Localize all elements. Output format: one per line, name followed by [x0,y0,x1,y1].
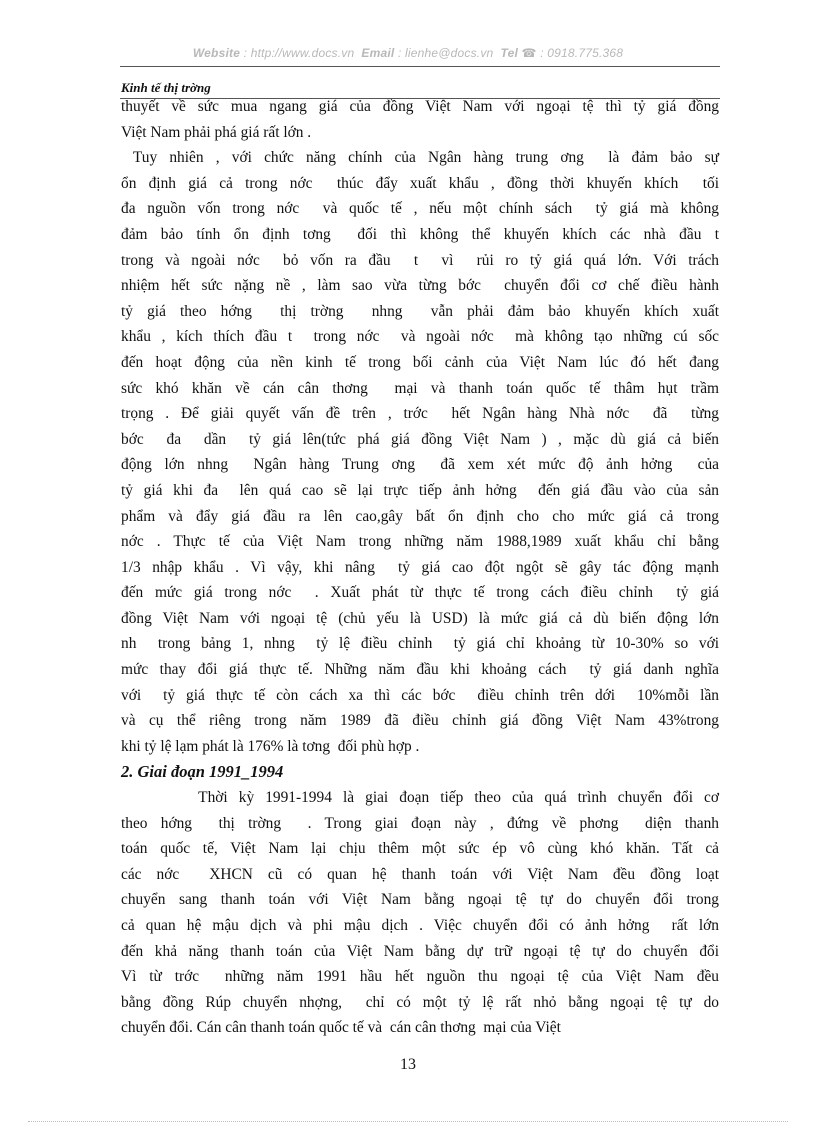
text-line: cả quan hệ mậu dịch và phi mậu dịch . Việc chuyển đổi có ảnh hởng rất lớn [121,917,719,934]
text-line: khẩu , kích thích đầu t trong nớc và ngoài nớc mà không tạo những cú sốc [121,328,719,346]
text-line: và cụ thể riêng trong năm 1989 đã điều chỉnh giá đồng Việt Nam 43%trong [121,712,719,730]
text-line: khi tỷ lệ lạm phát là 176% là tơng đối phù hợp . [121,737,420,755]
text-line: thuyết về sức mua ngang giá của đồng Việt Nam với ngoại tệ thì tỷ giá đồng [121,98,719,115]
text-line: động lớn nhng Ngân hàng Trung ơng đã xem xét mức độ ảnh hởng của [121,456,719,474]
text-line: nhiệm hết sức nặng nề , làm sao vừa từng bớc chuyển đổi cơ chế điều hành [121,277,719,295]
text-line: đến hoạt động của nền kinh tế trong bối cảnh của Việt Nam lúc đó hết đang [121,353,719,371]
text-line: tỷ giá khi đa lên quá cao sẽ lại trực tiếp ảnh hởng đến giá đầu vào của sản [121,481,719,499]
website-label: Website [192,46,241,60]
text-line: với tỷ giá thực tế còn cách xa thì các bớc điều chỉnh trên dới 10%mỗi lần [121,686,719,704]
running-head: Kinh tế thị trờng [121,80,211,95]
text-line: đến mức giá trong nớc . Xuất phát từ thực tế trong cách điều chỉnh tỷ giá [121,584,719,602]
page-number: 13 [400,1056,416,1073]
footer-dotted-rule [28,1121,788,1122]
text-line: phẩm và đẩy giá đầu ra lên cao,gây bất ổn định cho cho mức giá cả trong [121,507,719,525]
text-line: 1/3 nhập khẩu . Vì vậy, khi nâng tỷ giá cao đột ngột sẽ gây tác động mạnh [121,558,719,576]
text-line: đa nguồn vốn trong nớc và quốc tế , nếu một chính sách tỷ giá mà không [121,200,719,218]
header-rule [120,66,720,67]
text-line: trong và ngoài nớc bỏ vốn ra đầu t vì rủi ro tỷ giá quá lớn. Với trách [121,251,719,269]
text-line: đảm bảo tính ổn định tơng đối thì không thể khuyến khích các nhà đầu t [121,225,719,243]
text-line: Việt Nam phải phá giá rất lớn . [121,123,312,141]
tel-label: Tel [500,46,518,60]
email-label: Email [361,46,395,60]
text-line: Vì từ trớc những năm 1991 hầu hết nguồn thu ngoại tệ của Việt Nam đều [121,968,719,986]
text-line: toán quốc tế, Việt Nam lại chịu thêm một sức ép vô cùng khó khăn. Tất cả [121,840,719,858]
text-line: chuyển đổi. Cán cân thanh toán quốc tế và cán cân thơng mại của Việt [121,1019,561,1037]
text-line: Thời kỳ 1991-1994 là giai đoạn tiếp theo của quá trình chuyển đổi cơ [121,789,719,807]
text-line: sức khó khăn về cán cân thơng mại và thanh toán quốc tế thâm hụt trầm [121,379,719,397]
text-line: bằng đồng Rúp chuyển nhợng, chỉ có một tỷ lệ rất nhỏ bằng ngoại tệ tự do [121,993,719,1011]
text-line: mức thay đổi giá thực tế. Những năm đầu khi khoảng cách tỷ giá danh nghĩa [121,661,719,679]
text-line: theo hớng thị trờng . Trong giai đoạn này , đứng về phơng diện thanh [121,814,719,832]
text-line: ổn định giá cả trong nớc thúc đẩy xuất khẩu , đồng thời khuyến khích tối [121,174,719,192]
paragraph [121,785,719,1041]
text-line: chuyển sang thanh toán với Việt Nam bằng ngoại tệ tự do chuyển đổi trong [121,891,719,909]
email-value: : lienhe@docs.vn [397,46,494,60]
text-line: đồng Việt Nam với ngoại tệ (chủ yếu là USD) là mức giá cả dù biến động lớn [121,609,719,627]
text-line: nớc . Thực tế của Việt Nam trong những năm 1988,1989 xuất khẩu chỉ bằng [121,533,719,551]
text-line: các nớc XHCN cũ có quan hệ thanh toán với Việt Nam đều đồng loạt [121,865,719,883]
text-line: tỷ giá theo hớng thị trờng nhng vẫn phải đảm bảo khuyến khích xuất [121,302,719,320]
tel-value: ☎ : 0918.775.368 [521,46,624,60]
text-line: đến khả năng thanh toán của Việt Nam bằng dự trữ ngoại tệ tự do chuyển đổi [121,942,719,960]
website-value: : http://www.docs.vn [243,46,355,60]
site-header [0,46,816,60]
section-heading: 2. Giai đoạn 1991_1994 [121,762,284,782]
text-line: nh trong bảng 1, nhng tỷ lệ điều chỉnh tỷ giá chỉ khoảng từ 10-30% so với [121,635,719,653]
text-line: bớc đa dần tỷ giá lên(tức phá giá đồng Việt Nam ) , mặc dù giá cả biến [121,430,719,448]
paragraph [121,145,719,759]
document-body [121,94,719,1041]
text-line: Tuy nhiên , với chức năng chính của Ngân hàng trung ơng là đảm bảo sự [121,149,719,167]
text-line: trọng . Để giải quyết vấn đề trên , trớc hết Ngân hàng Nhà nớc đã từng [121,405,719,423]
paragraph [121,94,719,145]
